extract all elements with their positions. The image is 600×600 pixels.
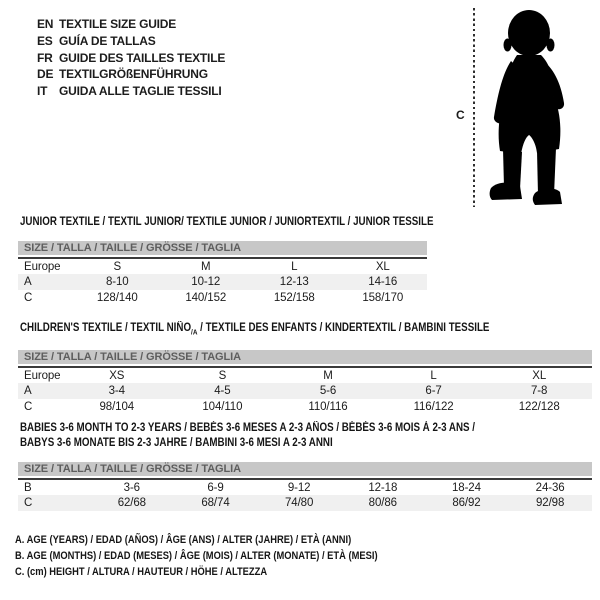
size-table (18, 366, 592, 415)
size-cell: 5-6 (319, 385, 337, 398)
language-row (37, 49, 225, 66)
size-cell: L (291, 260, 298, 273)
subscript-suffix: /A (191, 327, 198, 337)
size-cell: 122/128 (518, 401, 560, 414)
language-title: TEXTILGRÖßENFÜHRUNG (59, 67, 208, 82)
language-code: IT (37, 84, 48, 99)
size-cell: 6-7 (425, 385, 442, 398)
size-header-bar: SIZE / TALLA / TAILLE / GRÖSSE / TAGLIA (18, 462, 592, 476)
size-cell: 7-8 (531, 385, 548, 398)
size-cell: S (218, 369, 227, 382)
size-cell: 8-10 (105, 276, 129, 288)
size-cell: 4-5 (214, 385, 231, 398)
size-cell: S (113, 260, 122, 273)
size-cell: 3-6 (123, 481, 140, 494)
size-cell: L (430, 369, 437, 382)
size-cell: XL (375, 260, 390, 273)
height-measure-label: C (456, 108, 465, 122)
size-cell: 80/86 (368, 497, 397, 509)
language-code: EN (37, 17, 54, 32)
table-row (18, 367, 592, 383)
table-title (20, 421, 506, 451)
table-title-line: BABIES 3-6 MONTH TO 2-3 YEARS / BEBÉS 3-6 MESES A 2-3 AÑOS / BÉBÉS 3-6 MOIS À 2-3 ANS / (20, 422, 476, 434)
footnote-line: C. (cm) HEIGHT / ALTURA / HAUTEUR / HÖHE / ALTEZZA (15, 566, 268, 579)
size-cell: 12-13 (279, 276, 309, 288)
size-cell: 140/152 (185, 292, 227, 304)
language-title-list (37, 16, 225, 99)
size-cell: M (201, 260, 211, 273)
table-row (18, 495, 592, 511)
row-label: B (24, 481, 32, 494)
language-code: FR (37, 50, 53, 65)
footnote-line: A. AGE (YEARS) / EDAD (AÑOS) / ÂGE (ANS) / ALTER (JAHRE) / ETÀ (ANNI) (15, 534, 352, 546)
table-row (18, 258, 427, 274)
size-cell: 6-9 (207, 481, 224, 494)
table-row (18, 274, 427, 290)
size-header-bar: SIZE / TALLA / TAILLE / GRÖSSE / TAGLIA (18, 241, 427, 255)
language-row (37, 66, 225, 83)
size-table (18, 478, 592, 511)
language-row (37, 83, 225, 100)
junior-textile-table (18, 215, 434, 306)
row-label: A (24, 276, 32, 288)
size-table (18, 257, 427, 306)
children-textile-table (18, 321, 592, 415)
footnotes (15, 532, 442, 581)
toddler-silhouette-icon (479, 5, 579, 205)
table-title (20, 215, 434, 230)
size-cell: XS (109, 369, 125, 382)
size-cell: 14-16 (368, 276, 398, 288)
row-label: Europe (24, 260, 61, 273)
size-cell: 92/98 (536, 497, 565, 509)
size-cell: 104/110 (202, 401, 243, 414)
language-title: GUÍA DE TALLAS (59, 34, 156, 49)
babies-textile-table (18, 421, 592, 511)
row-label: C (24, 401, 33, 414)
size-cell: M (323, 369, 333, 382)
size-cell: 24-36 (535, 481, 565, 494)
table-title-line: BABYS 3-6 MONATE BIS 2-3 JAHRE / BAMBINI 3-6 MESI A 2-3 ANNI (20, 437, 333, 449)
size-cell: 116/122 (413, 401, 454, 414)
size-cell: 86/92 (452, 497, 481, 509)
size-cell: 152/158 (273, 292, 315, 304)
language-title: TEXTILE SIZE GUIDE (59, 17, 177, 32)
size-cell: 74/80 (285, 497, 314, 509)
language-row (37, 33, 225, 50)
language-code: DE (37, 67, 54, 82)
language-title: GUIDE DES TAILLES TEXTILE (59, 50, 226, 65)
row-label: Europe (24, 369, 61, 382)
size-cell: XL (532, 369, 547, 382)
size-cell: 98/104 (99, 401, 135, 414)
size-cell: 62/68 (117, 497, 146, 509)
row-label: A (24, 385, 32, 398)
size-cell: 9-12 (287, 481, 311, 494)
row-label: C (24, 292, 33, 304)
footnote-line: B. AGE (MONTHS) / EDAD (MESES) / ÂGE (MOIS) / ALTER (MONATE) / ETÀ (MESI) (15, 550, 378, 563)
row-label: C (24, 497, 33, 509)
table-title: CHILDREN'S TEXTILE / TEXTIL $NIÑO_{/A}$ / TEXTILE DES ENFANTS / KINDERTEXTIL / BAMBINI TESSILE (20, 322, 490, 337)
size-cell: 12-18 (368, 481, 398, 494)
table-row (18, 399, 592, 415)
language-code: ES (37, 34, 53, 49)
size-cell: 128/140 (96, 292, 138, 304)
height-measure-dotted-line (473, 8, 475, 207)
size-cell: 10-12 (191, 276, 221, 288)
table-row (18, 479, 592, 495)
size-cell: 68/74 (201, 497, 230, 509)
language-row (37, 16, 225, 33)
size-cell: 18-24 (451, 481, 481, 494)
size-cell: 158/170 (362, 292, 404, 304)
table-row (18, 383, 592, 399)
size-cell: 110/116 (308, 401, 348, 414)
language-title: GUIDA ALLE TAGLIE TESSILI (59, 84, 222, 99)
size-header-bar: SIZE / TALLA / TAILLE / GRÖSSE / TAGLIA (18, 350, 592, 364)
table-row (18, 290, 427, 306)
table-title-line: JUNIOR TEXTILE / TEXTIL JUNIOR/ TEXTILE JUNIOR / JUNIORTEXTIL / JUNIOR TESSILE (20, 216, 434, 228)
size-cell: 3-4 (108, 385, 125, 398)
